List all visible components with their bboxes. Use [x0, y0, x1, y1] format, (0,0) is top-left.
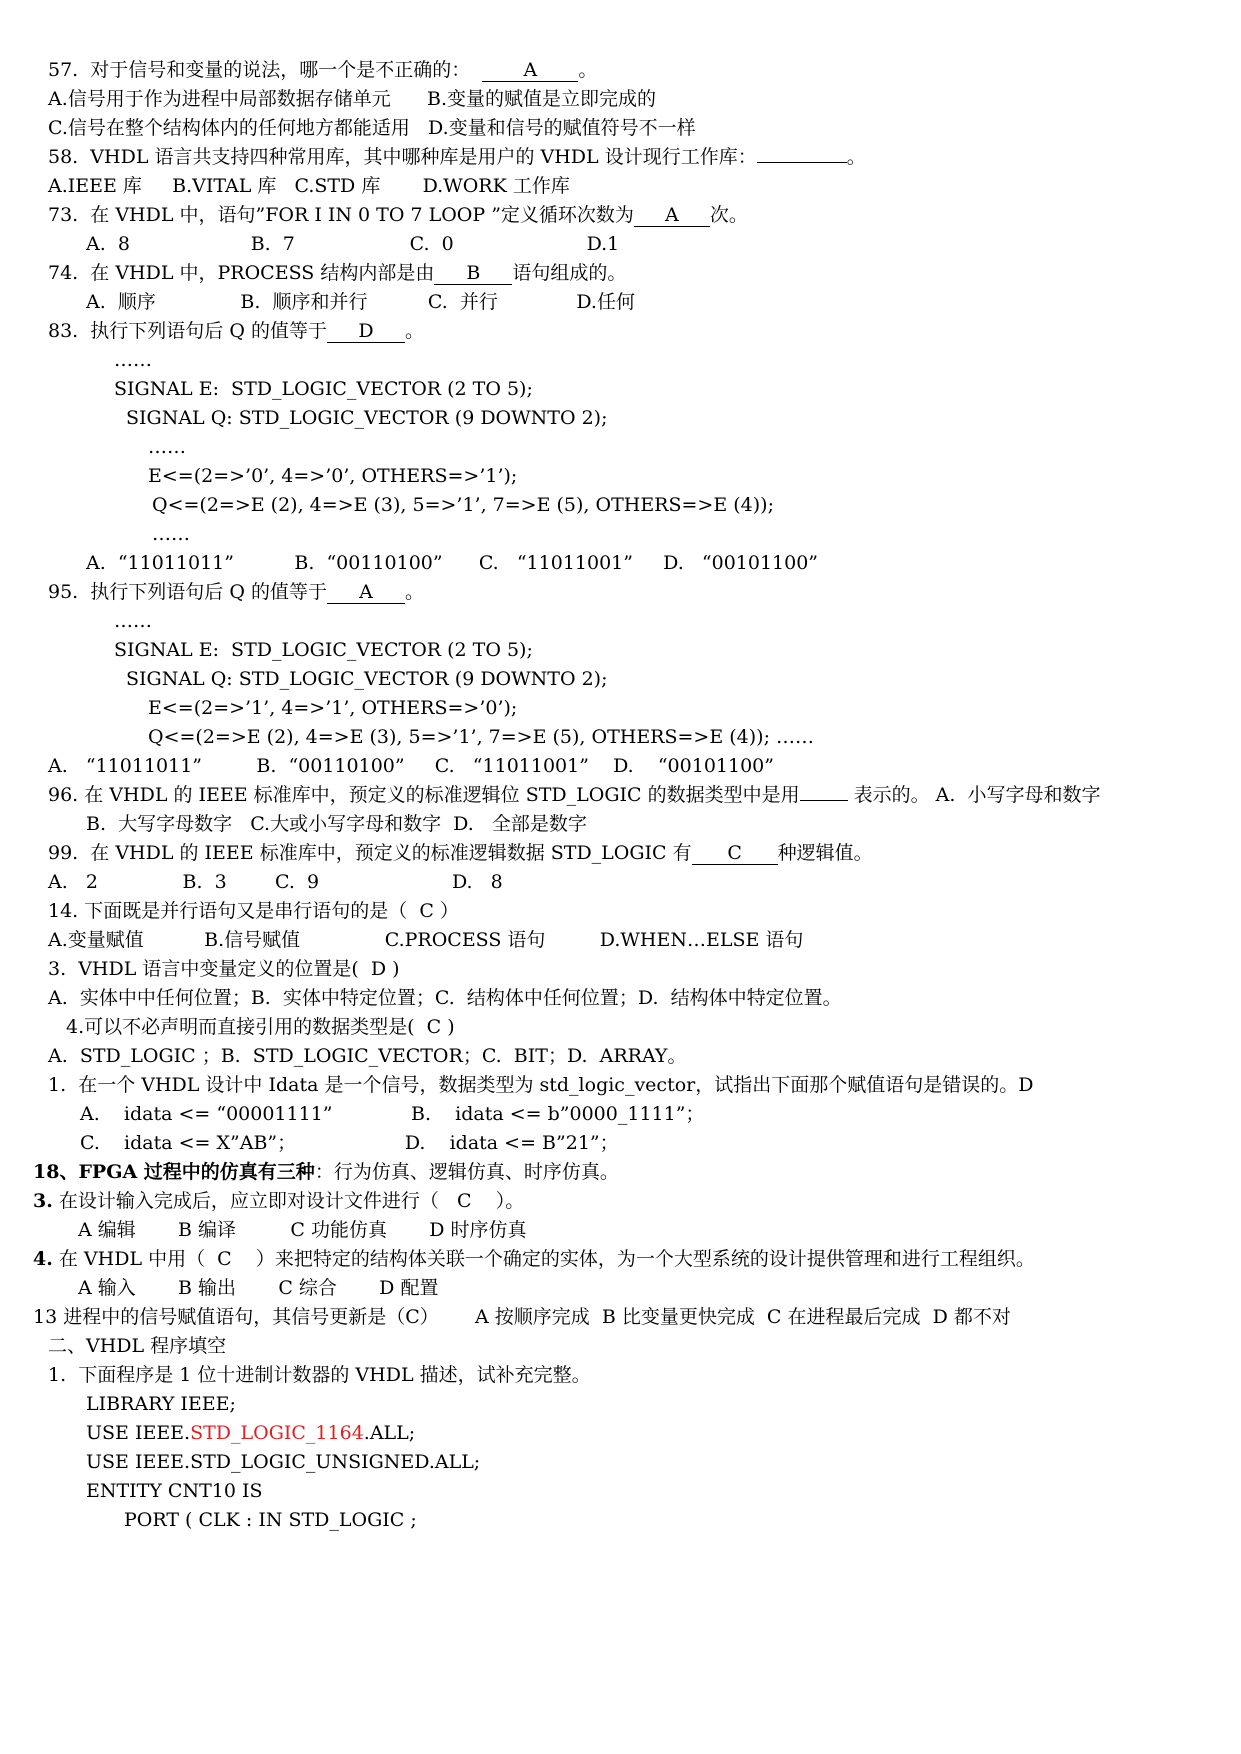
options-line: B. 大写字母数字 C.大或小写字母和数字 D. 全部是数字 [86, 813, 587, 835]
options-line: A. 实体中中任何位置；B. 实体中特定位置；C. 结构体中任何位置；D. 结构体中特定位置。 [48, 987, 842, 1009]
code-line: SIGNAL E: STD_LOGIC_VECTOR (2 TO 5); [114, 378, 533, 400]
options-line: A. 顺序 B. 顺序和并行 C. 并行 D.任何 [86, 291, 635, 313]
answer-blank [800, 800, 848, 801]
section-heading: 二、VHDL 程序填空 [48, 1335, 227, 1357]
fill-question-1: 1. 下面程序是 1 位十进制计数器的 VHDL 描述，试补充完整。 [48, 1364, 591, 1386]
question-13: 13 进程中的信号赋值语句，其信号更新是（C） A 按顺序完成 B 比变量更快完成 C 在进程最后完成 D 都不对 [33, 1306, 1011, 1328]
code-line: Q<=(2=>E (2), 4=>E (3), 5=>’1’, 7=>E (5), OTHERS=>E (4)); …… [148, 726, 815, 748]
options-line: A. 2 B. 3 C. 9 D. 8 [48, 871, 503, 893]
options-line: A.变量赋值 B.信号赋值 C.PROCESS 语句 D.WHEN…ELSE 语句 [48, 929, 804, 951]
answer-blank: C [692, 842, 778, 865]
code-line: …… [114, 349, 152, 371]
options-line: A. idata <= “00001111” B. idata <= b”0000_1111”； [80, 1103, 705, 1125]
options-line: A. 8 B. 7 C. 0 D.1 [86, 233, 620, 255]
question-74: 74. 在 VHDL 中，PROCESS 结构内部是由 B 语句组成的。 [48, 262, 627, 284]
question-14: 14. 下面既是并行语句又是串行语句的是（ C ） [48, 900, 459, 922]
options-line: A 输入 B 输出 C 综合 D 配置 [78, 1277, 439, 1299]
options-line: A. “11011011” B. “00110100” C. “11011001” D. “00101100” [86, 552, 819, 574]
code-line: SIGNAL Q: STD_LOGIC_VECTOR (9 DOWNTO 2); [126, 407, 608, 429]
options-line: A.IEEE 库 B.VITAL 库 C.STD 库 D.WORK 工作库 [48, 175, 570, 197]
code-line: USE IEEE.STD_LOGIC_1164.ALL; [86, 1422, 416, 1444]
question-99: 99. 在 VHDL 的 IEEE 标准库中，预定义的标准逻辑数据 STD_LOGIC 有 C 种逻辑值。 [48, 842, 873, 864]
question-4-config: 4. 在 VHDL 中用（ C ）来把特定的结构体关联一个确定的实体，为一个大型系统的设计提供管理和进行工程组织。 [33, 1248, 1035, 1270]
answer-blank: D [327, 320, 405, 343]
question-83: 83. 执行下列语句后 Q 的值等于 D 。 [48, 320, 424, 342]
question-95: 95. 执行下列语句后 Q 的值等于 A 。 [48, 581, 424, 603]
options-line: A. “11011011” B. “00110100” C. “11011001” D. “00101100” [48, 755, 774, 777]
code-line: SIGNAL Q: STD_LOGIC_VECTOR (9 DOWNTO 2); [126, 668, 608, 690]
options-line: A.信号用于作为进程中局部数据存储单元 B.变量的赋值是立即完成的 [48, 88, 657, 110]
filled-answer: STD_LOGIC_1164 [190, 1422, 364, 1444]
question-57: 57. 对于信号和变量的说法，哪一个是不正确的： A 。 [48, 59, 598, 81]
question-4: 4.可以不必声明而直接引用的数据类型是( C ) [66, 1016, 455, 1038]
options-line: A 编辑 B 编译 C 功能仿真 D 时序仿真 [78, 1219, 527, 1241]
question-58: 58. VHDL 语言共支持四种常用库，其中哪种库是用户的 VHDL 设计现行工作库： 。 [48, 146, 866, 168]
code-line: E<=(2=>’1’, 4=>’1’, OTHERS=>’0’); [148, 697, 518, 719]
question-96: 96. 在 VHDL 的 IEEE 标准库中，预定义的标准逻辑位 STD_LOGIC 的数据类型中是用 表示的。 A. 小写字母和数字 [48, 784, 1101, 806]
answer-blank: A [327, 581, 405, 604]
code-line: USE IEEE.STD_LOGIC_UNSIGNED.ALL; [86, 1451, 481, 1473]
code-line: …… [114, 610, 152, 632]
question-3-design: 3. 在设计输入完成后，应立即对设计文件进行（ C ）。 [33, 1190, 525, 1212]
question-3: 3. VHDL 语言中变量定义的位置是( D ) [48, 958, 400, 980]
answer-blank: A [634, 204, 710, 227]
code-line: LIBRARY IEEE; [86, 1393, 236, 1415]
question-73: 73. 在 VHDL 中，语句”FOR I IN 0 TO 7 LOOP ”定义循环次数为 A 次。 [48, 204, 748, 226]
code-line: ENTITY CNT10 IS [86, 1480, 263, 1502]
options-line: C. idata <= X”AB”； D. idata <= B”21”； [80, 1132, 619, 1154]
code-line: E<=(2=>’0’, 4=>’0’, OTHERS=>’1’); [148, 465, 518, 487]
options-line: A. STD_LOGIC ；B. STD_LOGIC_VECTOR；C. BIT；D. ARRAY。 [48, 1045, 687, 1067]
code-line: SIGNAL E: STD_LOGIC_VECTOR (2 TO 5); [114, 639, 533, 661]
answer-blank: B [434, 262, 512, 285]
answer-blank [757, 162, 847, 163]
code-line: …… [148, 436, 186, 458]
code-line: PORT ( CLK : IN STD_LOGIC ; [124, 1509, 417, 1531]
statement-18: 18、FPGA 过程中的仿真有三种：行为仿真、逻辑仿真、时序仿真。 [33, 1161, 619, 1183]
options-line: C.信号在整个结构体内的任何地方都能适用 D.变量和信号的赋值符号不一样 [48, 117, 696, 139]
answer-blank: A [482, 59, 578, 82]
code-line: …… [152, 523, 190, 545]
question-1: 1. 在一个 VHDL 设计中 Idata 是一个信号，数据类型为 std_logic_vector，试指出下面那个赋值语句是错误的。D [48, 1074, 1034, 1096]
code-line: Q<=(2=>E (2), 4=>E (3), 5=>’1’, 7=>E (5), OTHERS=>E (4)); [152, 494, 774, 516]
